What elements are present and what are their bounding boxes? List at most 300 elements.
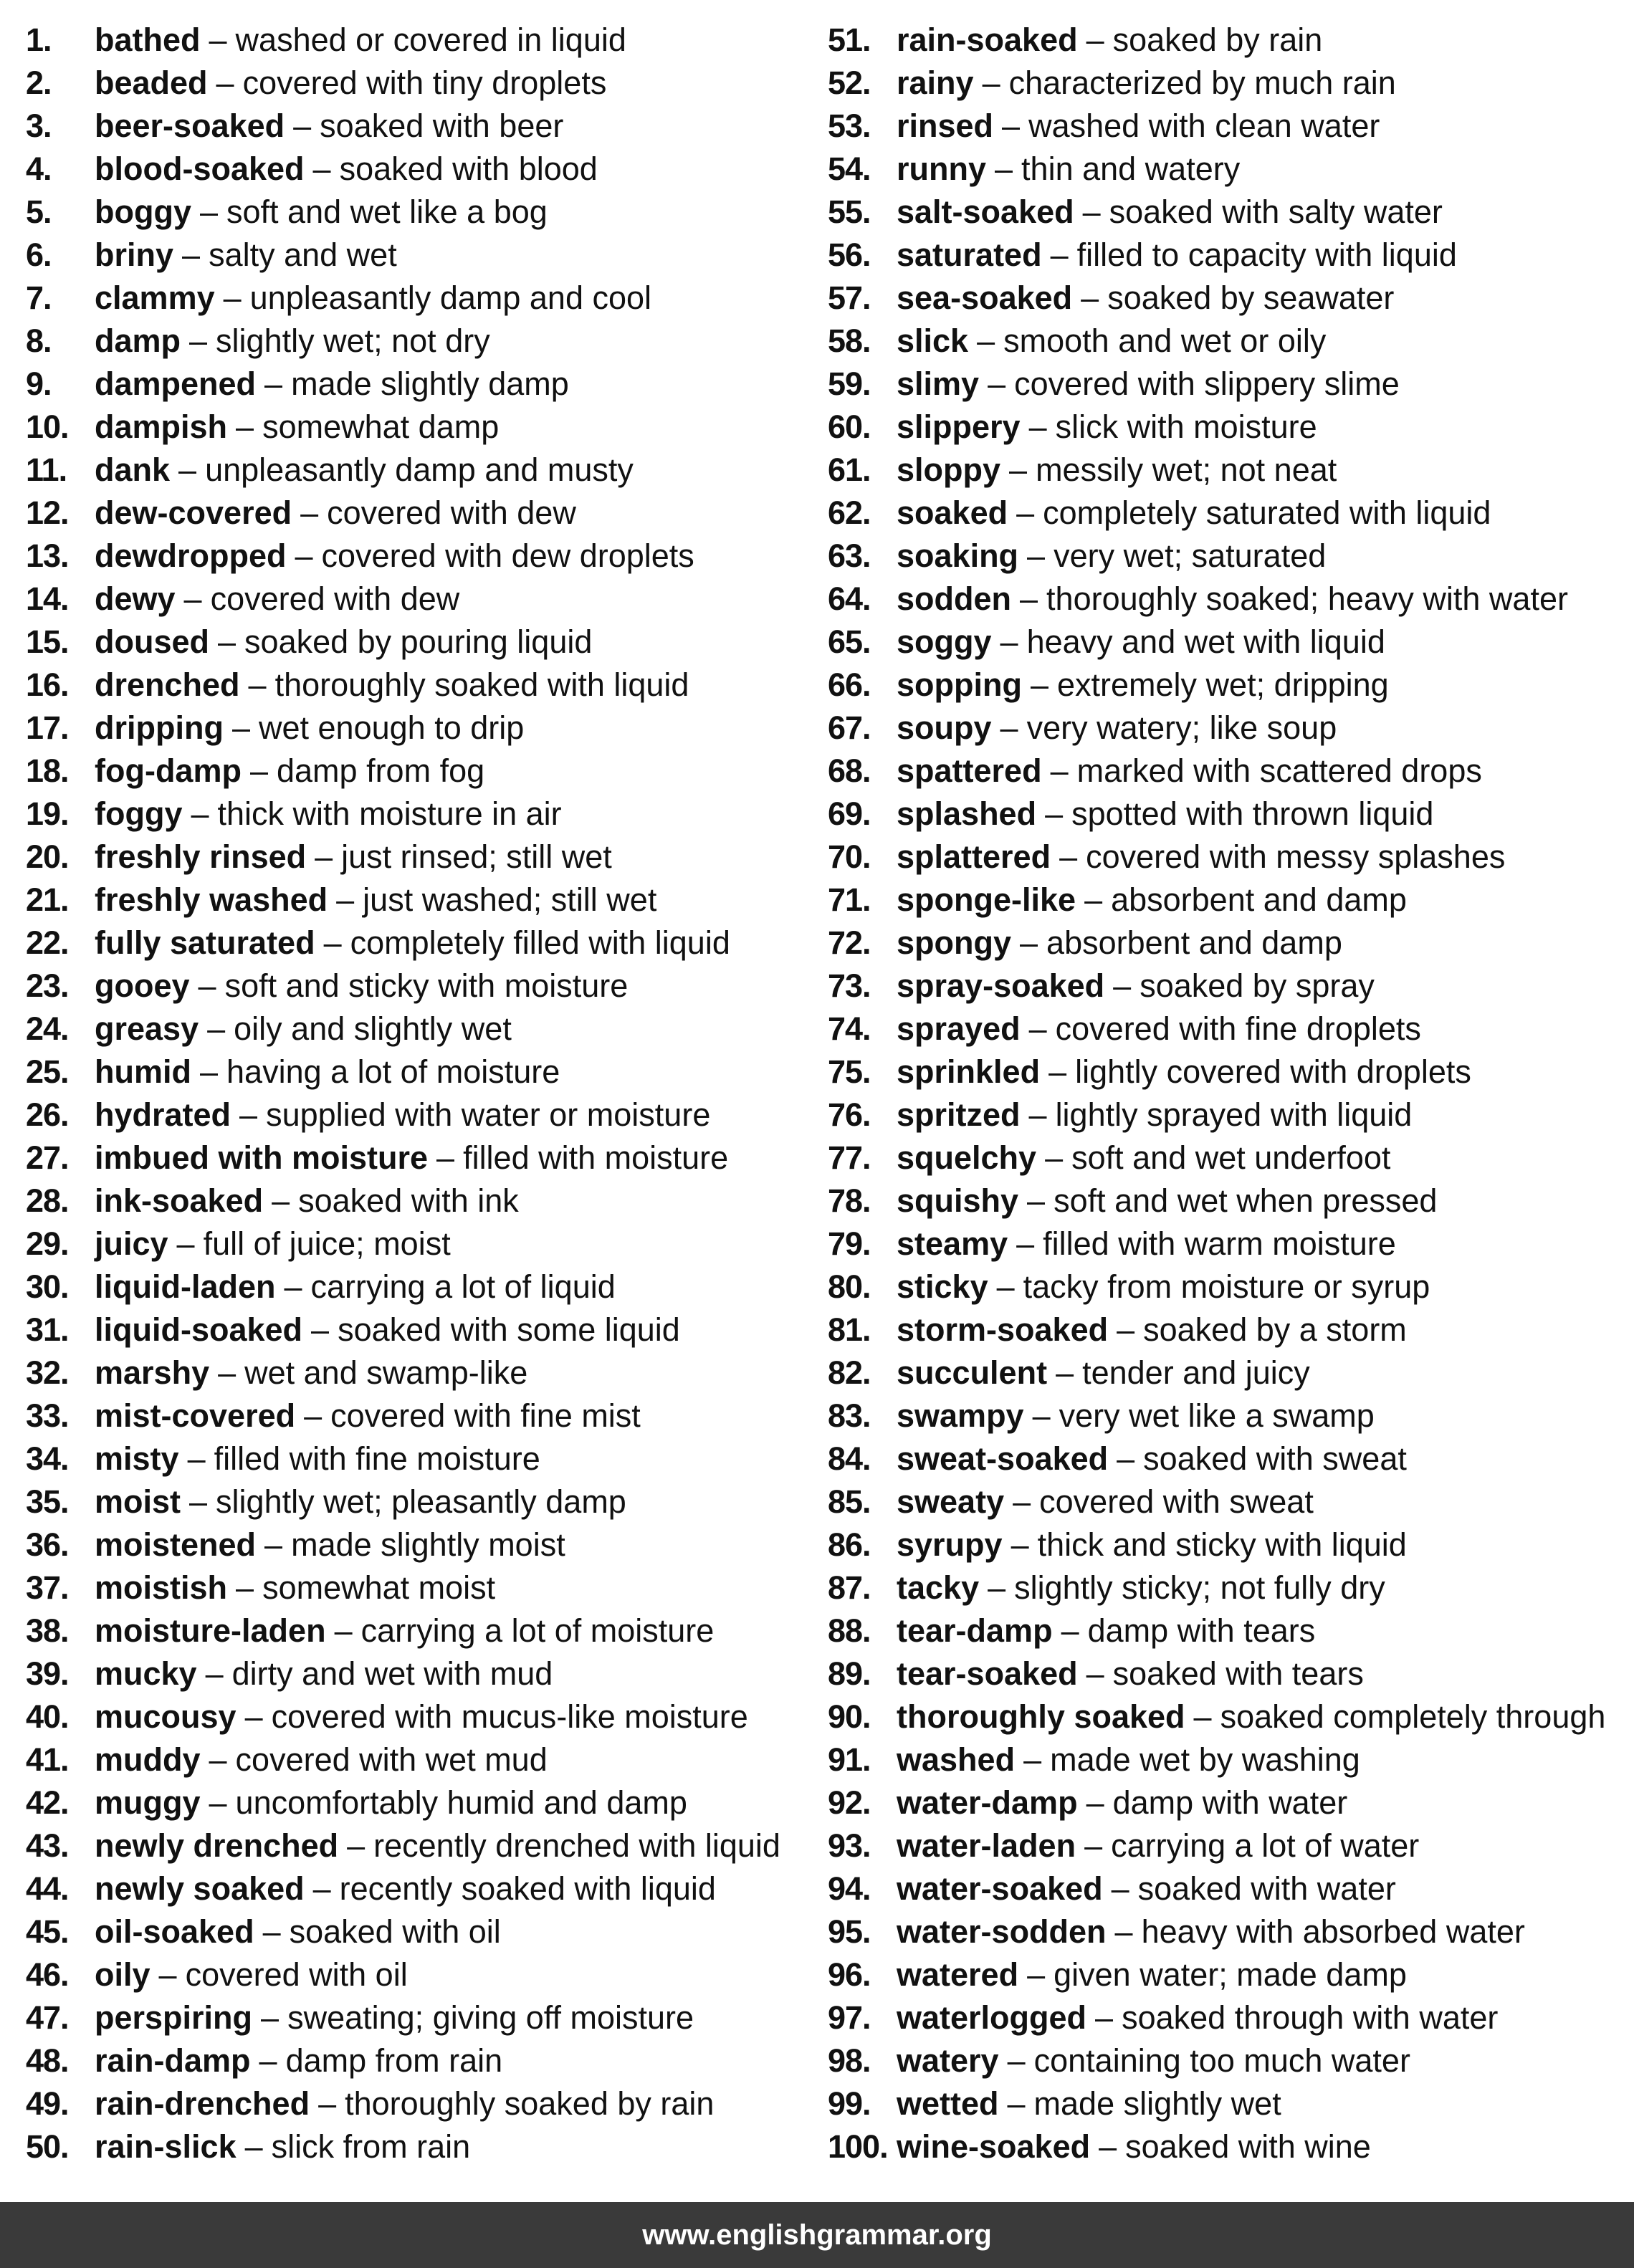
item-definition: filled to capacity with liquid [1076, 236, 1457, 273]
item-number: 14. [26, 580, 69, 617]
item-definition: carrying a lot of water [1111, 1827, 1420, 1864]
item-separator: – [1050, 236, 1069, 273]
item-separator: – [259, 2042, 277, 2079]
item-word: gooey [95, 967, 190, 1004]
item-word: sodden [897, 580, 1012, 617]
item-separator: – [1028, 1096, 1047, 1133]
item-separator: – [264, 365, 283, 402]
item-definition: slightly wet; not dry [216, 322, 490, 359]
item-number: 15. [26, 623, 69, 660]
item-separator: – [1099, 2128, 1117, 2165]
item-separator: – [1111, 1870, 1129, 1907]
item-definition: very wet; saturated [1054, 537, 1327, 574]
item-separator: – [1007, 2085, 1026, 2122]
item-word: greasy [95, 1010, 199, 1047]
item-definition: covered with fine droplets [1055, 1010, 1421, 1047]
item-word: imbued with moisture [95, 1139, 429, 1176]
item-number: 42. [26, 1784, 69, 1821]
item-definition: soaked with blood [339, 150, 598, 187]
item-separator: – [1032, 1397, 1051, 1434]
item-separator: – [1056, 1354, 1074, 1391]
item-number: 74. [828, 1010, 871, 1047]
item-number: 59. [828, 365, 871, 402]
item-number: 38. [26, 1612, 69, 1649]
list-item [828, 1351, 1623, 1394]
item-word: clammy [95, 279, 215, 316]
item-word: watered [897, 1956, 1019, 1993]
item-separator: – [209, 1741, 227, 1778]
item-separator: – [244, 2128, 263, 2165]
item-separator: – [988, 1569, 1006, 1606]
item-definition: covered with fine mist [330, 1397, 641, 1434]
item-word: rain-slick [95, 2128, 236, 2165]
item-definition: unpleasantly damp and musty [205, 451, 634, 488]
item-number: 12. [26, 494, 69, 531]
list-item [26, 406, 800, 449]
list-item [26, 750, 800, 793]
item-number: 8. [26, 322, 52, 359]
item-number: 76. [828, 1096, 871, 1133]
item-separator: – [187, 1440, 206, 1477]
item-number: 62. [828, 494, 871, 531]
item-word: sponge-like [897, 881, 1076, 918]
item-definition: soaked by pouring liquid [244, 623, 593, 660]
item-definition: marked with scattered drops [1076, 752, 1482, 789]
item-separator: – [218, 623, 236, 660]
item-separator: – [198, 967, 216, 1004]
item-separator: – [1010, 1526, 1029, 1563]
item-number: 53. [828, 107, 871, 144]
item-definition: soaked by spray [1140, 967, 1375, 1004]
item-word: soupy [897, 709, 992, 746]
item-definition: soaked by a storm [1143, 1311, 1407, 1348]
item-word: mucky [95, 1655, 197, 1692]
item-definition: made slightly damp [291, 365, 569, 402]
item-separator: – [158, 1956, 177, 1993]
item-word: swampy [897, 1397, 1024, 1434]
list-item [26, 2039, 800, 2082]
list-item [828, 922, 1623, 965]
list-item [26, 1824, 800, 1867]
item-number: 25. [26, 1053, 69, 1090]
item-definition: soft and wet when pressed [1054, 1182, 1438, 1219]
item-definition: absorbent and damp [1111, 881, 1407, 918]
list-item [26, 2082, 800, 2125]
item-definition: very wet like a swamp [1059, 1397, 1375, 1434]
item-definition: made slightly wet [1033, 2085, 1281, 2122]
list-item [26, 234, 800, 277]
item-word: rain-drenched [95, 2085, 310, 2122]
item-definition: soaked with water [1137, 1870, 1396, 1907]
item-definition: containing too much water [1033, 2042, 1410, 2079]
item-number: 19. [26, 795, 69, 832]
item-separator: – [312, 1870, 331, 1907]
item-word: dripping [95, 709, 224, 746]
item-definition: uncomfortably humid and damp [235, 1784, 687, 1821]
list-item [828, 1566, 1623, 1609]
item-separator: – [1114, 1913, 1133, 1950]
item-separator: – [182, 236, 201, 273]
item-separator: – [1086, 1784, 1104, 1821]
item-word: liquid-laden [95, 1268, 276, 1305]
list-item [828, 1781, 1623, 1824]
item-definition: carrying a lot of moisture [360, 1612, 715, 1649]
list-item [26, 836, 800, 879]
list-item [828, 707, 1623, 750]
item-separator: – [318, 2085, 337, 2122]
item-word: freshly rinsed [95, 838, 307, 875]
list-item [828, 621, 1623, 664]
item-number: 54. [828, 150, 871, 187]
item-separator: – [1002, 107, 1021, 144]
item-definition: soft and wet underfoot [1071, 1139, 1391, 1176]
item-definition: recently drenched with liquid [373, 1827, 780, 1864]
item-definition: messily wet; not neat [1036, 451, 1337, 488]
item-word: ink-soaked [95, 1182, 264, 1219]
item-separator: – [1007, 2042, 1026, 2079]
item-word: sloppy [897, 451, 1001, 488]
item-definition: smooth and wet or oily [1003, 322, 1327, 359]
item-definition: soaked with tears [1112, 1655, 1364, 1692]
item-word: oil-soaked [95, 1913, 254, 1950]
item-definition: spotted with thrown liquid [1071, 795, 1434, 832]
item-separator: – [1009, 451, 1028, 488]
item-separator: – [1023, 1741, 1042, 1778]
item-number: 71. [828, 881, 871, 918]
list-item [828, 449, 1623, 492]
item-number: 6. [26, 236, 52, 273]
item-word: spritzed [897, 1096, 1021, 1133]
item-number: 17. [26, 709, 69, 746]
list-item [26, 535, 800, 578]
item-word: damp [95, 322, 181, 359]
list-item [26, 1910, 800, 1953]
item-separator: – [982, 64, 1000, 101]
item-number: 29. [26, 1225, 69, 1262]
item-word: rinsed [897, 107, 994, 144]
item-number: 36. [26, 1526, 69, 1563]
item-number: 96. [828, 1956, 871, 1993]
item-definition: filled with moisture [463, 1139, 729, 1176]
item-definition: somewhat damp [262, 408, 500, 445]
list-item [26, 1652, 800, 1695]
item-word: water-soaked [897, 1870, 1103, 1907]
item-definition: made wet by washing [1050, 1741, 1360, 1778]
item-definition: thoroughly soaked with liquid [274, 666, 689, 703]
item-number: 52. [828, 64, 871, 101]
item-separator: – [189, 1483, 208, 1520]
item-word: dampened [95, 365, 257, 402]
item-number: 20. [26, 838, 69, 875]
item-separator: – [207, 1010, 226, 1047]
item-separator: – [1045, 795, 1064, 832]
item-definition: soaked with ink [298, 1182, 519, 1219]
item-number: 56. [828, 236, 871, 273]
item-number: 35. [26, 1483, 69, 1520]
item-definition: soaked with sweat [1143, 1440, 1407, 1477]
item-word: splattered [897, 838, 1051, 875]
item-definition: heavy with absorbed water [1141, 1913, 1525, 1950]
item-number: 46. [26, 1956, 69, 1993]
list-item [26, 1222, 800, 1265]
list-item [828, 879, 1623, 922]
item-number: 28. [26, 1182, 69, 1219]
item-word: drenched [95, 666, 240, 703]
item-number: 30. [26, 1268, 69, 1305]
item-separator: – [236, 408, 254, 445]
item-word: boggy [95, 193, 191, 230]
item-definition: thick with moisture in air [217, 795, 562, 832]
list-item [828, 750, 1623, 793]
item-separator: – [977, 322, 995, 359]
item-word: freshly washed [95, 881, 328, 918]
item-separator: – [988, 365, 1006, 402]
item-number: 80. [828, 1268, 871, 1305]
item-number: 95. [828, 1913, 871, 1950]
item-separator: – [347, 1827, 366, 1864]
list-item [828, 1265, 1623, 1308]
list-item [26, 1566, 800, 1609]
item-definition: damp from rain [285, 2042, 503, 2079]
item-number: 44. [26, 1870, 69, 1907]
item-definition: filled with warm moisture [1043, 1225, 1396, 1262]
item-separator: – [323, 924, 342, 961]
item-word: blood-soaked [95, 150, 305, 187]
list-item [828, 1094, 1623, 1137]
item-word: mucousy [95, 1698, 236, 1735]
item-separator: – [1027, 537, 1046, 574]
item-number: 85. [828, 1483, 871, 1520]
item-word: water-laden [897, 1827, 1076, 1864]
item-separator: – [209, 21, 227, 58]
item-separator: – [295, 537, 313, 574]
item-separator: – [223, 279, 242, 316]
item-word: runny [897, 150, 987, 187]
item-number: 77. [828, 1139, 871, 1176]
list-item [828, 105, 1623, 148]
item-definition: extremely wet; dripping [1057, 666, 1389, 703]
item-number: 75. [828, 1053, 871, 1090]
list-item [828, 1523, 1623, 1566]
item-separator: – [262, 1913, 281, 1950]
list-item [26, 922, 800, 965]
list-item [828, 664, 1623, 707]
item-definition: soaked with oil [289, 1913, 501, 1950]
item-definition: thin and watery [1021, 150, 1241, 187]
item-definition: oily and slightly wet [234, 1010, 512, 1047]
item-word: beer-soaked [95, 107, 285, 144]
list-item [828, 2039, 1623, 2082]
item-definition: covered with mucus-like moisture [271, 1698, 748, 1735]
item-number: 43. [26, 1827, 69, 1864]
list-item [26, 105, 800, 148]
item-number: 22. [26, 924, 69, 961]
item-separator: – [1045, 1139, 1064, 1176]
item-definition: thick and sticky with liquid [1037, 1526, 1407, 1563]
item-definition: absorbent and damp [1046, 924, 1342, 961]
list-item [828, 1008, 1623, 1051]
list-item [828, 1824, 1623, 1867]
item-separator: – [284, 1268, 302, 1305]
list-item [828, 234, 1623, 277]
item-separator: – [199, 1053, 219, 1090]
list-item [828, 1437, 1623, 1480]
list-item [26, 965, 800, 1008]
item-definition: soaked with some liquid [338, 1311, 680, 1348]
item-separator: – [236, 1569, 254, 1606]
list-item [828, 1609, 1623, 1652]
item-word: sea-soaked [897, 279, 1073, 316]
item-number: 98. [828, 2042, 871, 2079]
item-separator: – [1028, 408, 1047, 445]
item-separator: – [231, 709, 250, 746]
item-number: 79. [828, 1225, 871, 1262]
item-separator: – [1193, 1698, 1212, 1735]
item-number: 99. [828, 2085, 871, 2122]
item-word: fog-damp [95, 752, 242, 789]
item-number: 47. [26, 1999, 69, 2036]
list-item [828, 1996, 1623, 2039]
item-definition: covered with wet mud [235, 1741, 548, 1778]
item-definition: having a lot of moisture [226, 1053, 560, 1090]
item-definition: recently soaked with liquid [339, 1870, 716, 1907]
list-item [26, 1996, 800, 2039]
item-definition: soaked with beer [320, 107, 564, 144]
list-item [828, 793, 1623, 836]
item-word: perspiring [95, 1999, 253, 2036]
item-number: 70. [828, 838, 871, 875]
item-separator: – [293, 107, 312, 144]
item-definition: lightly covered with droplets [1075, 1053, 1471, 1090]
list-item [26, 1094, 800, 1137]
item-word: succulent [897, 1354, 1048, 1391]
item-number: 13. [26, 537, 69, 574]
item-definition: slick with moisture [1055, 408, 1317, 445]
item-definition: soaked by rain [1112, 21, 1323, 58]
item-number: 11. [26, 451, 67, 488]
item-word: moist [95, 1483, 181, 1520]
item-separator: – [1000, 623, 1018, 660]
item-definition: covered with tiny droplets [242, 64, 607, 101]
item-number: 73. [828, 967, 871, 1004]
item-definition: lightly sprayed with liquid [1055, 1096, 1413, 1133]
list-item [828, 62, 1623, 105]
list-item [828, 2082, 1623, 2125]
list-item [26, 1180, 800, 1222]
list-item [828, 191, 1623, 234]
item-number: 93. [828, 1827, 871, 1864]
item-word: sweat-soaked [897, 1440, 1109, 1477]
list-item [828, 1180, 1623, 1222]
list-item [26, 1695, 800, 1738]
item-separator: – [261, 1999, 280, 2036]
list-item [26, 62, 800, 105]
item-number: 66. [828, 666, 871, 703]
item-word: misty [95, 1440, 179, 1477]
item-number: 72. [828, 924, 871, 961]
list-item [828, 535, 1623, 578]
item-separator: – [205, 1655, 224, 1692]
item-separator: – [315, 838, 333, 875]
item-number: 37. [26, 1569, 69, 1606]
item-separator: – [1016, 494, 1035, 531]
item-word: storm-soaked [897, 1311, 1109, 1348]
item-definition: soaked with salty water [1109, 193, 1443, 230]
item-word: syrupy [897, 1526, 1003, 1563]
item-definition: just washed; still wet [363, 881, 657, 918]
item-separator: – [209, 1784, 227, 1821]
item-number: 2. [26, 64, 52, 101]
item-definition: completely saturated with liquid [1043, 494, 1491, 531]
item-number: 51. [828, 21, 871, 58]
item-definition: tender and juicy [1082, 1354, 1310, 1391]
item-word: sprayed [897, 1010, 1021, 1047]
item-number: 41. [26, 1741, 69, 1778]
list-item [26, 1480, 800, 1523]
item-word: wine-soaked [897, 2128, 1091, 2165]
list-item [26, 1351, 800, 1394]
item-word: water-damp [897, 1784, 1078, 1821]
item-definition: unpleasantly damp and cool [249, 279, 652, 316]
list-item [26, 1265, 800, 1308]
list-item [26, 1781, 800, 1824]
item-number: 88. [828, 1612, 871, 1649]
item-separator: – [334, 1612, 353, 1649]
item-word: sticky [897, 1268, 988, 1305]
item-separator: – [1081, 279, 1099, 316]
item-definition: thoroughly soaked by rain [345, 2085, 715, 2122]
item-word: tacky [897, 1569, 980, 1606]
item-word: steamy [897, 1225, 1008, 1262]
item-number: 16. [26, 666, 69, 703]
item-separator: – [996, 1268, 1015, 1305]
website-link[interactable]: www.englishgrammar.org [642, 2219, 992, 2251]
item-word: spray-soaked [897, 967, 1105, 1004]
item-definition: dirty and wet with mud [231, 1655, 553, 1692]
item-definition: covered with dew droplets [321, 537, 694, 574]
item-word: marshy [95, 1354, 210, 1391]
item-separator: – [1016, 1225, 1035, 1262]
item-number: 33. [26, 1397, 69, 1434]
item-definition: soaked with wine [1125, 2128, 1371, 2165]
item-word: soaked [897, 494, 1008, 531]
item-word: humid [95, 1053, 191, 1090]
list-item [26, 664, 800, 707]
list-item [26, 449, 800, 492]
item-word: dampish [95, 408, 228, 445]
list-item [26, 148, 800, 191]
item-separator: – [1117, 1440, 1135, 1477]
item-separator: – [1086, 21, 1104, 58]
item-number: 83. [828, 1397, 871, 1434]
item-separator: – [1050, 752, 1069, 789]
item-number: 89. [828, 1655, 871, 1692]
item-number: 84. [828, 1440, 871, 1477]
item-separator: – [1084, 881, 1103, 918]
item-word: tear-damp [897, 1612, 1053, 1649]
item-number: 90. [828, 1698, 871, 1735]
list-item [828, 1480, 1623, 1523]
item-word: foggy [95, 795, 183, 832]
list-item [26, 1953, 800, 1996]
item-word: wetted [897, 2085, 999, 2122]
item-number: 55. [828, 193, 871, 230]
item-number: 91. [828, 1741, 871, 1778]
item-word: newly drenched [95, 1827, 339, 1864]
list-item [26, 277, 800, 320]
item-word: spattered [897, 752, 1042, 789]
item-word: water-sodden [897, 1913, 1107, 1950]
